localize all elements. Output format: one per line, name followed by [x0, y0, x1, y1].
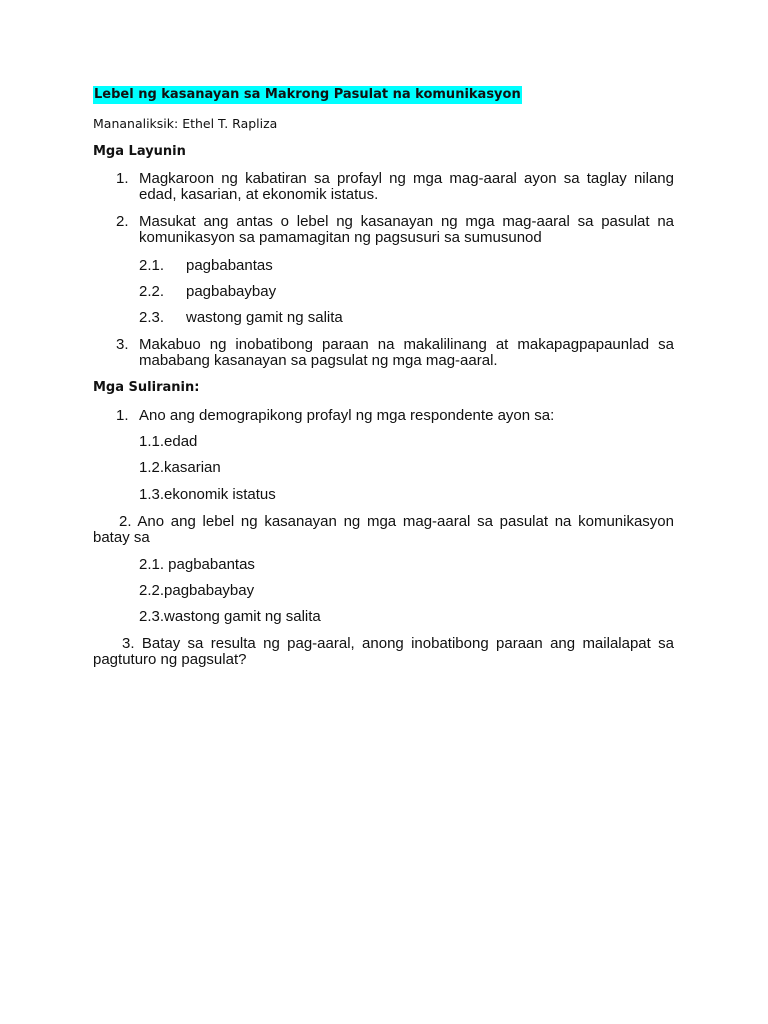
layunin-sub-2-2-label: pagbabaybay [186, 283, 277, 300]
suliranin-q1-sub-2: 1.2.kasarian [139, 459, 221, 476]
suliranin-q1-number: 1. [116, 407, 129, 424]
layunin-sub-2-2-number: 2.2. [139, 283, 165, 300]
layunin-sub-2-3-number: 2.3. [139, 309, 165, 326]
suliranin-q1-text: Ano ang demograpikong profayl ng mga respondente ayon sa: [139, 407, 555, 424]
suliranin-q2-text: 2. Ano ang lebel ng kasanayan ng mga mag-aaral sa pasulat na komunikasyon batay sa [93, 513, 674, 546]
layunin-item-3-number: 3. [116, 336, 129, 353]
layunin-sub-2-1-label: pagbabantas [186, 257, 273, 274]
layunin-item-3-text: Makabuo ng inobatibong paraan na makalilinang at makapagpapaunlad sa mababang kasanayan sa pagsulat ng mga mag-aaral. [139, 336, 674, 369]
document-title: Lebel ng kasanayan sa Makrong Pasulat na komunikasyon [94, 87, 521, 102]
layunin-sub-2-3-label: wastong gamit ng salita [186, 309, 343, 326]
layunin-item-2-number: 2. [116, 213, 129, 230]
suliranin-q1-sub-3: 1.3.ekonomik istatus [139, 486, 276, 503]
suliranin-heading: Mga Suliranin: [93, 380, 200, 395]
layunin-item-1-text: Magkaroon ng kabatiran sa profayl ng mga mag-aaral ayon sa taglay nilang edad, kasarian, at ekonomik istatus. [139, 170, 674, 203]
author-line: Mananaliksik: Ethel T. Rapliza [93, 116, 278, 131]
suliranin-q1-sub-1: 1.1.edad [139, 433, 198, 450]
suliranin-q2-sub-1: 2.1. pagbabantas [139, 556, 255, 573]
layunin-sub-2-1-number: 2.1. [139, 257, 165, 274]
layunin-heading: Mga Layunin [93, 144, 186, 159]
suliranin-q3-text: 3. Batay sa resulta ng pag-aaral, anong inobatibong paraan ang mailalapat sa pagtuturo ng pagsulat? [93, 635, 674, 668]
suliranin-q2-sub-2: 2.2.pagbabaybay [139, 582, 255, 599]
suliranin-q2-sub-3: 2.3.wastong gamit ng salita [139, 608, 321, 625]
layunin-item-2-text: Masukat ang antas o lebel ng kasanayan ng mga mag-aaral sa pasulat na komunikasyon sa pamamagitan ng pagsusuri sa sumusunod [139, 213, 674, 246]
layunin-item-1-number: 1. [116, 170, 129, 187]
